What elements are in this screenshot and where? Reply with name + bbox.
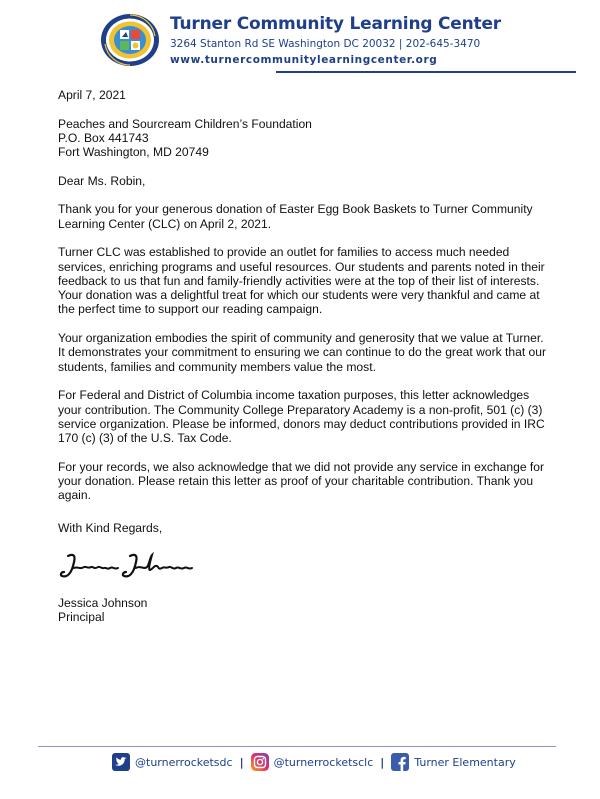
body-paragraph: For Federal and District of Columbia income taxation purposes, this letter acknowledges your contribution. The Community College Preparatory Academy is a non-profit, 501 (c) (3) service organization. Please be informed, donors may deduct contributions provided in IRC 170 (c) (3) of the U.S. Tax Code. <box>58 388 545 446</box>
recipient-line: Peaches and Sourcream Children’s Foundation <box>58 116 312 131</box>
closing: With Kind Regards, <box>58 520 163 535</box>
signer-name: Jessica Johnson <box>58 596 148 610</box>
letter-date: April 7, 2021 <box>58 88 126 102</box>
facebook-page-name[interactable]: Turner Elementary <box>414 755 516 769</box>
letterhead <box>100 10 501 70</box>
footer-separator: | <box>239 755 244 769</box>
footer-divider <box>38 746 556 747</box>
signature-block <box>58 596 147 625</box>
body-paragraph: Thank you for your generous donation of Easter Egg Book Baskets to Turner Community Learning Center (CLC) on April 2, 2021. <box>58 202 533 231</box>
salutation: Dear Ms. Robin, <box>58 173 146 188</box>
recipient-line: P.O. Box 441743 <box>58 130 149 145</box>
body-paragraph: Turner CLC was established to provide an outlet for families to access much needed services, enriching programs and useful resources. Our students and parents noted in their feedback to us that fun and family-friendly activities were at the top of their list of interests. Your donation was a delightful treat for which our students were very thankful and came at the perfect time to support our reading campaign. <box>58 245 545 317</box>
footer-social-links <box>112 752 516 772</box>
organization-name: Turner Community Learning Center <box>170 14 501 34</box>
instagram-handle[interactable]: @turnerrocketsclc <box>273 755 374 769</box>
letterhead-underline <box>276 71 576 73</box>
school-logo-seal <box>100 12 160 68</box>
instagram-icon[interactable] <box>251 753 269 771</box>
facebook-icon[interactable] <box>391 753 409 771</box>
organization-address: 3264 Stanton Rd SE Washington DC 20032 | 202-645-3470 <box>170 38 481 50</box>
signer-title: Principal <box>58 610 105 625</box>
body-paragraph: For your records, we also acknowledge that we did not provide any service in exchange for your donation. Please retain this letter as proof of your charitable contribution. Thank you again. <box>58 459 545 503</box>
twitter-handle[interactable]: @turnerrocketsdc <box>135 755 233 769</box>
twitter-icon[interactable] <box>112 753 130 771</box>
recipient-line: Fort Washington, MD 20749 <box>58 145 209 160</box>
letter-body <box>58 88 548 549</box>
handwritten-signature <box>58 548 258 584</box>
footer-separator: | <box>380 755 385 769</box>
body-paragraph: Your organization embodies the spirit of community and generosity that we value at Turner. It demonstrates your commitment to ensuring we can continue to do the great work that our students, families and community members value the most. <box>58 331 547 374</box>
organization-website[interactable]: www.turnercommunitylearningcenter.org <box>170 54 438 66</box>
